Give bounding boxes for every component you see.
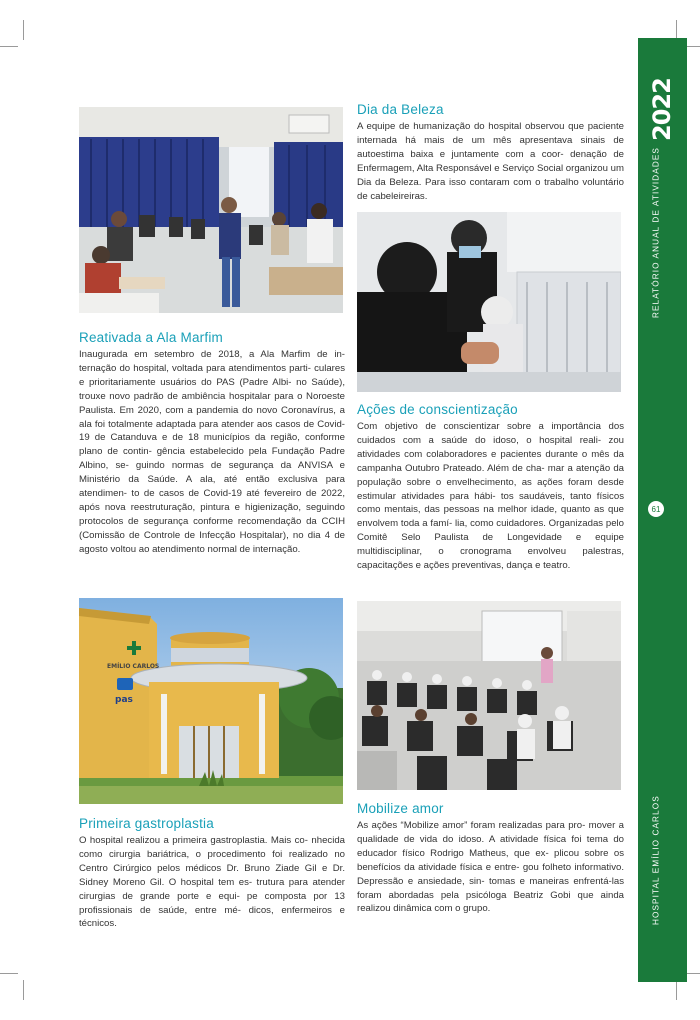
photo-building [79,598,343,804]
building-sign-text: EMÍLIO CARLOS [107,663,160,670]
section-conscientizacao [357,402,624,573]
report-year: 2022 [648,78,676,142]
section-text-dia-beleza: A equipe de humanização do hospital observou que paciente internada há mais de um mês apresentava sinais de autoestima baixa e juntamente com a coor- denação de Enfermagem, Alta Responsável e Serviço Social organizou um Dia da Beleza. Para isso contaram com o trabalho voluntário de cabeleireiras. [357,121,624,202]
report-title: RELATÓRIO ANUAL DE ATIVIDADES [651,147,661,319]
hairdresser-illustration [357,212,621,392]
crop-mark [0,973,18,974]
section-title-ala-marfim: Reativada a Ala Marfim [79,330,223,345]
section-text-ala-marfim: Inaugurada em setembro de 2018, a Ala Marfim de in- ternação do hospital, voltada para atendimentos parti- culares e prioritariamente usuários do PAS (Padre Albi- no Saúde), trouxe novo padrão de ambiência hospitalar para o Noroeste Paulista. Em 2020, com a pandemia do novo Coronavírus, a ala foi totalmente adaptada para atender aos casos de Covid-19 de Catanduva e de 18 municípios da região, conforme plano de contin- gência estabelecido pela Fundação Padre Albino, se- guindo normas de segurança da ANVISA e Ministério da Saúde. A ala, até então exclusiva para atendimen- to de casos de Covid-19 até fevereiro de 2022, após nova reestruturação, pintura e higienização, seguindo protocolos de segurança conforme recomendação da CCIH (Comissão de Controle de Infecção Hospitalar), no dia 4 de agosto voltou ao atendimento normal de internação. [79,349,345,555]
crop-mark [676,980,677,1000]
section-gastroplastia [79,816,345,931]
ward-room-illustration [79,107,343,313]
pas-logo [117,678,133,690]
section-ala-marfim [79,330,345,557]
section-title-mobilize: Mobilize amor [357,801,444,816]
section-title-conscientizacao: Ações de conscientização [357,402,518,417]
photo-ala-marfim [79,107,343,313]
hospital-name: HOSPITAL EMÍLIO CARLOS [651,795,661,925]
crop-mark [676,20,677,40]
section-dia-beleza [357,102,624,203]
pas-logo-text: pas [115,695,133,705]
section-mobilize [357,801,624,916]
section-title-gastroplastia: Primeira gastroplastia [79,816,214,831]
crop-mark [23,980,24,1000]
lecture-illustration [357,601,621,790]
section-title-dia-beleza: Dia da Beleza [357,102,444,117]
building-illustration [79,598,343,804]
section-text-gastroplastia: O hospital realizou a primeira gastroplastia. Mais co- nhecida como cirurgia bariátrica, o procedimento foi realizado no Centro Cirúrgico pelos médicos Dr. Bruno Ziade Gil e Dr. Sidney Moreno Gil. O hospital tem es- trutura para atender cirurgias de grande porte e equi- pe composta por 13 profissionais de saúde, entre mé- dicos, enfermeiros e técnicos. [79,835,345,930]
crop-mark [0,46,18,47]
crop-mark [23,20,24,40]
photo-dia-beleza [357,212,621,392]
photo-palestra [357,601,621,790]
section-text-mobilize: As ações “Mobilize amor” foram realizadas para pro- mover a qualidade de vida do idoso. A atividade física foi tema do educador físico Rodrigo Matheus, que ex- plicou sobre os benefícios da atividade física e entre- gou folheto informativo. Depressão e ansiedade, sin- tomas e maneiras enfrentá-las foram abordadas pela psicóloga Beatriz Gobi que ainda realizou dinâmica com o grupo. [357,820,624,915]
page-number: 61 [648,501,664,517]
section-text-conscientizacao: Com objetivo de conscientizar sobre a importância dos cuidados com a saúde do idoso, o hospital reali- zou atividades com colaboradores e pacientes durante o mês da campanha Outubro Prateado. Além de cha- mar a atenção da população sobre o envelhecimento, as ações foram desde estimular atividades para hábi- tos saudáveis, tanto físicos como mentais, das pessoas na melhor idade, quanto as que envolvem toda a famí- lia, como cuidadores. Organizadas pelo Comitê Selo Paulista de Longevidade e equipe multidisciplinar, o cronograma envolveu palestras, capacitações e ações preventivas, dança e teatro. [357,421,624,572]
